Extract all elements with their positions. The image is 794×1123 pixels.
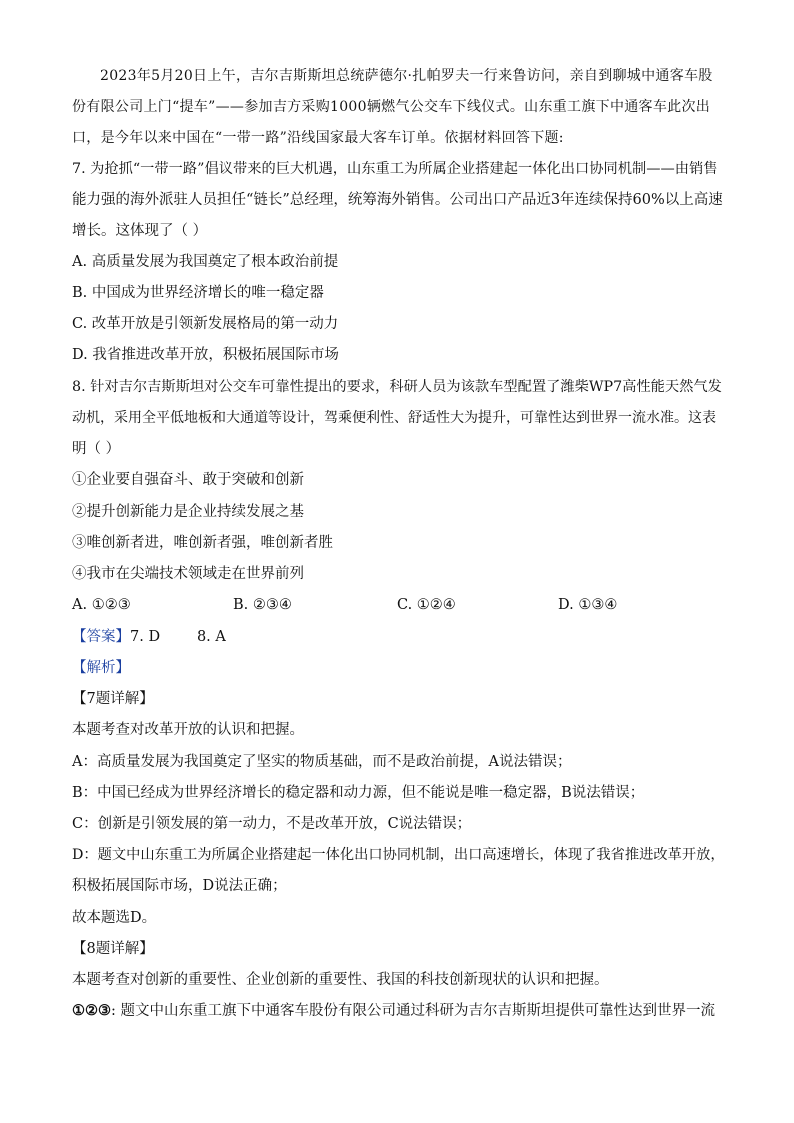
detail8-line-2 [72, 1001, 724, 1021]
q7-option-b: B. 中国成为世界经济增长的唯一稳定器 [72, 285, 324, 301]
detail7-tag: 【7题详解】 [72, 691, 154, 707]
intro-line-2: 份有限公司上门“提车”——参加吉方采购1000辆燃气公交车下线仪式。山东重工旗下中通客车此次出 [72, 99, 711, 115]
detail8-line-1: 本题考查对创新的重要性、企业创新的重要性、我国的科技创新现状的认识和把握。 [72, 972, 609, 988]
q8-stem-line-1: 8. 针对吉尔吉斯斯坦对公交车可靠性提出的要求，科研人员为该款车型配置了潍柴WP7高性能天然气发 [72, 379, 722, 395]
detail8-statement-refs: ①②③ [72, 1002, 111, 1019]
q7-option-c: C. 改革开放是引领新发展格局的第一动力 [72, 316, 339, 332]
intro-line-1: 2023年5月20日上午，吉尔吉斯斯坦总统萨德尔·扎帕罗夫一行来鲁访问，亲自到聊城中通客车股 [100, 68, 713, 84]
q8-stem-line-3: 明（ ） [72, 441, 121, 457]
q7-stem-line-2: 能力强的海外派驻人员担任“链长”总经理，统筹海外销售。公司出口产品近3年连续保持60%以上高速 [72, 192, 723, 208]
q7-stem-line-1: 7. 为抢抓“一带一路”倡议带来的巨大机遇，山东重工为所属企业搭建起一体化出口协同机制——由销售 [72, 161, 718, 177]
detail7-line-3: B：中国已经成为世界经济增长的稳定器和动力源，但不能说是唯一稳定器，B说法错误； [72, 785, 645, 801]
detail7-line-4: C：创新是引领发展的第一动力，不是改革开放，C说法错误； [72, 816, 472, 832]
detail7-line-1: 本题考查对改革开放的认识和把握。 [72, 722, 304, 738]
q8-statement-4: ④我市在尖端技术领域走在世界前列 [72, 566, 304, 582]
q7-option-d: D. 我省推进改革开放，积极拓展国际市场 [72, 347, 339, 363]
intro-line-3: 口，是今年以来中国在“一带一路”沿线国家最大客车订单。依据材料回答下题: [72, 130, 564, 146]
q8-option-a: A. ①②③ [72, 597, 131, 613]
q8-statement-2: ②提升创新能力是企业持续发展之基 [72, 504, 304, 520]
q8-option-d: D. ①③④ [558, 597, 618, 613]
detail7-line-2: A：高质量发展为我国奠定了坚实的物质基础，而不是政治前提，A说法错误； [72, 754, 572, 770]
q8-stem-line-2: 动机，采用全平低地板和大通道等设计，驾乘便利性、舒适性大为提升，可靠性达到世界一流水准。这表 [72, 410, 716, 426]
detail8-line-2-text: : 题文中山东重工旗下中通客车股份有限公司通过科研为吉尔吉斯斯坦提供可靠性达到世界一流 [111, 1003, 715, 1019]
answer-line [72, 627, 724, 647]
q7-option-a: A. 高质量发展为我国奠定了根本政治前提 [72, 254, 339, 270]
analysis-tag: 【解析】 [72, 660, 130, 676]
q7-stem-line-3: 增长。这体现了（ ） [72, 223, 208, 239]
detail7-line-5: D：题文中山东重工为所属企业搭建起一体化出口协同机制，出口高速增长，体现了我省推进改革开放， [72, 847, 725, 863]
q8-statement-3: ③唯创新者进，唯创新者强，唯创新者胜 [72, 535, 333, 551]
q8-option-c: C. ①②④ [397, 597, 456, 613]
q8-statement-1: ①企业要自强奋斗、敢于突破和创新 [72, 472, 304, 488]
answer-tag: 【答案】 [72, 629, 130, 645]
detail7-line-6: 积极拓展国际市场，D说法正确； [72, 878, 287, 894]
q8-option-b: B. ②③④ [233, 597, 292, 613]
detail7-line-7: 故本题选D。 [72, 910, 157, 926]
detail8-tag: 【8题详解】 [72, 941, 154, 957]
answer-text: 7. D 8. A [130, 629, 226, 645]
